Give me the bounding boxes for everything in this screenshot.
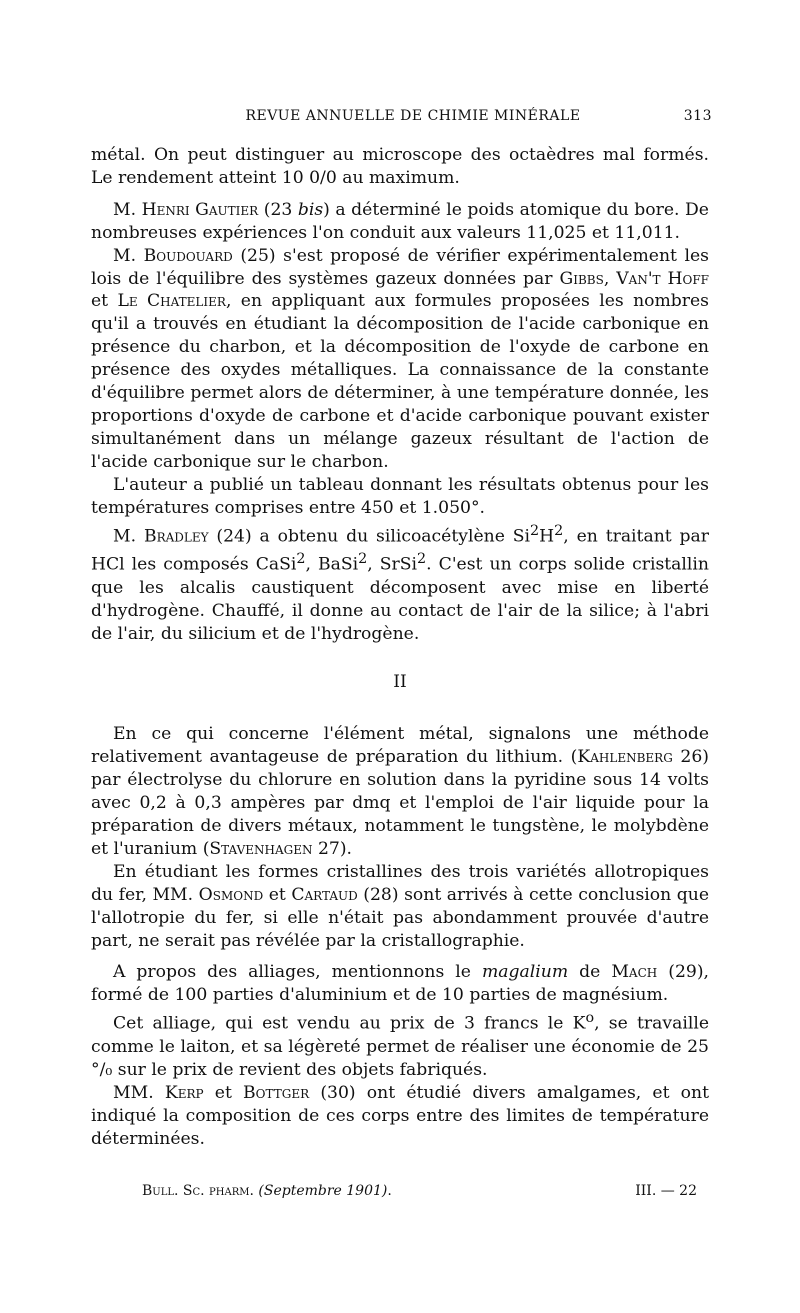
author-name: Kerp [164,1082,204,1103]
author-name: Van't Hoff [616,268,710,289]
paragraph-alliage-prix: Cet alliage, qui est vendu au prix de 3 francs le $K^o$, se travaille comme le laiton, et sa légèreté permet de réaliser une économie de 25 °/₀ sur le prix de revient des objets fabriqués. [91,1010,709,1080]
page-header [114,108,712,132]
author-name: Boudouard [143,245,233,266]
paragraph-continuation: métal. On peut distinguer au microscope des octaèdres mal formés. Le rendement atteint 10 0/0 au maximum. [91,145,709,188]
body-text [91,144,709,1150]
running-title: REVUE ANNUELLE DE CHIMIE MINÉRALE [245,108,581,124]
paragraph-fer: En étudiant les formes cristallines des trois variétés allotropiques du fer, MM. Osmond et Cartaud (28) sont arrivés à cette conclusion que l'allotropie du fer, si elle n'était pas abondamment prouvée d'autre part, ne serait pas révélée par la cristallographie. [91,861,709,951]
paragraph-amalgames: MM. Kerp et Bottger (30) ont étudié divers amalgames, et ont indiqué la composition de ces corps entre des limites de température déterminées. [91,1082,710,1149]
paragraph-bradley: M. Bradley (24) a obtenu du silicoacétylène $Si^2H^2$, en traitant par HCl les composés CaSi$^2$, BaSi$^2$, SrSi$^2$. C'est un corps solide cristallin que les alcalis caustiquent décomposent avec mise en liberté d'hydrogène. Chauffé, il donne au contact de l'air de la silice; à l'abri de l'air, du silicium et de l'hydrogène. [91,522,710,644]
volume-signature: III. — 22 [635,1183,697,1199]
author-name: Gibbs [559,268,604,289]
journal-citation: Bull. Sc. pharm. (Septembre 1901). [142,1183,392,1199]
author-name: Cartaud [291,884,358,905]
paragraph-boudouard: M. Boudouard (25) s'est proposé de vérifier expérimentalement les lois de l'équilibre des systèmes gazeux données par Gibbs, Van't Hoff et Le Chatelier, en appliquant aux formules proposées les nombres qu'il a trouvés en étudiant la décomposition de l'acide carbonique en présence du charbon, et la décomposition de l'oxyde de carbone en présence des oxydes métalliques. La connaissance de la constante d'équilibre permet alors de déterminer, à une température donnée, les proportions d'oxyde de carbone et d'acide carbonique pouvant exister simultanément dans un mélange gazeux résultant de l'action de l'acide carbonique sur le charbon. [91,245,710,472]
paragraph-tableau: L'auteur a publié un tableau donnant les résultats obtenus pour les températures comprises entre 450 et 1.050°. [91,474,709,518]
paragraph-lithium: En ce qui concerne l'élément métal, signalons une méthode relativement avantageuse de préparation du lithium. (Kahlenberg 26) par électrolyse du chlorure en solution dans la pyridine sous 14 volts avec 0,2 à 0,3 ampères par dmq et l'emploi de l'air liquide pour la préparation de divers métaux, notamment le tungstène, le molybdène et l'uranium (Stavenhagen 27). [91,724,709,859]
page-number: 313 [683,108,712,124]
paragraph-alliages: A propos des alliages, mentionnons le magalium de Mach (29), formé de 100 parties d'aluminium et de 10 parties de magnésium. [91,962,709,1006]
author-name: Osmond [198,884,264,905]
author-name: Bottger [243,1082,310,1103]
author-name: Le Chatelier [117,291,226,312]
section-number: II [393,671,407,692]
author-name: Stavenhagen [209,838,313,859]
page-footer [142,1183,697,1205]
paragraph-gautier: M. Henri Gautier (23 bis) a déterminé le poids atomique du bore. De nombreuses expériences l'on conduit aux valeurs 11,025 et 11,011. [91,199,709,243]
author-name: Bradley [143,526,209,547]
author-name: Kahlenberg [577,747,673,768]
author-name: Henri Gautier [141,199,259,220]
author-name: Mach [611,962,658,983]
